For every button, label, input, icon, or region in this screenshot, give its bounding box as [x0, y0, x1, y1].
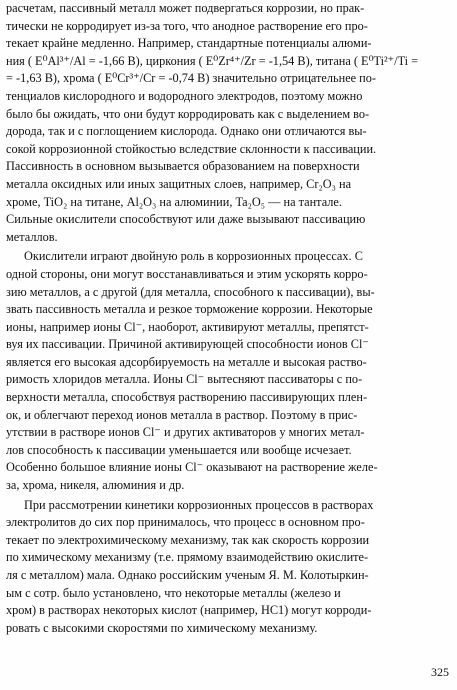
- text-line: утствии в растворе ионов Cl⁻ и других активаторов у многих метал-: [6, 425, 365, 440]
- text-line: является его высокая адсорбируемость на металле и высокая раство-: [6, 354, 367, 369]
- paragraph: [6, 248, 450, 494]
- page-number: 325: [431, 665, 449, 679]
- text-line: одной стороны, они могут восстанавливаться и этим ускорять корро-: [6, 266, 368, 281]
- text-line: по химическому механизму (т.е. прямому взаимодействию окислите-: [6, 550, 369, 565]
- text-line: металла оксидных или иных защитных слоев, например, Cr₂O₃ на: [6, 176, 352, 191]
- text-line: вуя их пассивации. Причиной активирующей способности ионов Cl⁻: [6, 337, 369, 352]
- text-line: При рассмотрении кинетики коррозионных процессов в растворах: [24, 497, 374, 512]
- text-line: ровать с высокими скоростями по химическому механизму.: [6, 620, 318, 635]
- text-line: Сильные окислители способствуют или даже вызывают пассивацию: [6, 212, 366, 227]
- text-line: звать пассивность металла и резкое торможение коррозии. Некоторые: [6, 302, 373, 317]
- text-line: Окислители играют двойную роль в коррозионных процессах. С: [24, 249, 363, 264]
- text-line: сокой коррозионной стойкостью вследствие склонности к пассивации.: [6, 141, 377, 156]
- text-line: тенциалов кислородного и водородного электродов, поэтому можно: [6, 88, 363, 103]
- text-line: металлов.: [6, 229, 58, 244]
- text-line: хром) в растворах некоторых кислот (например, HC1) могут корроди-: [6, 603, 372, 618]
- text-line: хроме, TiO₂ на титане, Al₂O₃ на алюминии, Ta₂O₅ — на тантале.: [6, 194, 342, 209]
- paragraph: [6, 0, 450, 246]
- text-line: текает крайне медленно. Например, стандартные потенциалы алюми-: [6, 36, 372, 51]
- text-line: дорода, так и с поглощением кислорода. Однако они отличаются вы-: [6, 124, 367, 139]
- text-line: ния ( E⁰Al³⁺/Al = -1,66 В), циркония ( E⁰Zr⁴⁺/Zr = -1,54 В), титана ( E⁰Ti²⁺/Ti =: [6, 53, 419, 68]
- text-line: римость хлоридов металла. Ионы Cl⁻ вытесняют пассиваторы с по-: [6, 372, 363, 387]
- text-line: расчетам, пассивный металл может подвергаться коррозии, но прак-: [6, 1, 365, 15]
- text-line: ым с сотр. было установлено, что некоторые металлы (железо и: [6, 585, 341, 600]
- text-line: Пассивность в основном вызывается образованием на поверхности: [6, 159, 360, 174]
- text-line: было бы ожидать, что они будут корродировать как с выделением во-: [6, 106, 370, 121]
- text-line: ионы, например ионы Cl⁻, наоборот, активируют металлы, препятст-: [6, 319, 369, 334]
- body-text: [6, 0, 450, 637]
- paragraph: [6, 497, 450, 638]
- text-line: ля с металлом) мала. Однако российским ученым Я. М. Колотыркин-: [6, 568, 369, 582]
- text-line: зию металлов, а с другой (для металла, способного к пассивации), вы-: [6, 284, 375, 299]
- text-line: за, хрома, никеля, алюминия и др.: [6, 478, 185, 493]
- text-line: ок, и облегчают переход ионов металла в раствор. Поэтому в прис-: [6, 407, 358, 422]
- text-line: тически не корродирует из-за того, что анодное растворение его про-: [6, 18, 368, 33]
- text-line: = -1,63 В), хрома ( E⁰Cr³⁺/Cr = -0,74 В) значительно отрицательнее по-: [6, 71, 377, 86]
- text-line: верхности металла, способствуя растворению пассивирующих плен-: [6, 390, 368, 405]
- text-line: текает по электрохимическому механизму, так как скорость коррозии: [6, 532, 370, 547]
- text-line: Особенно большое влияние ионы Cl⁻ оказывают на растворение желе-: [6, 460, 378, 475]
- text-line: электролитов до сих пор принималось, что процесс в основном про-: [6, 515, 365, 530]
- text-line: лов способность к пассивации уменьшается или вообще исчезает.: [6, 442, 352, 457]
